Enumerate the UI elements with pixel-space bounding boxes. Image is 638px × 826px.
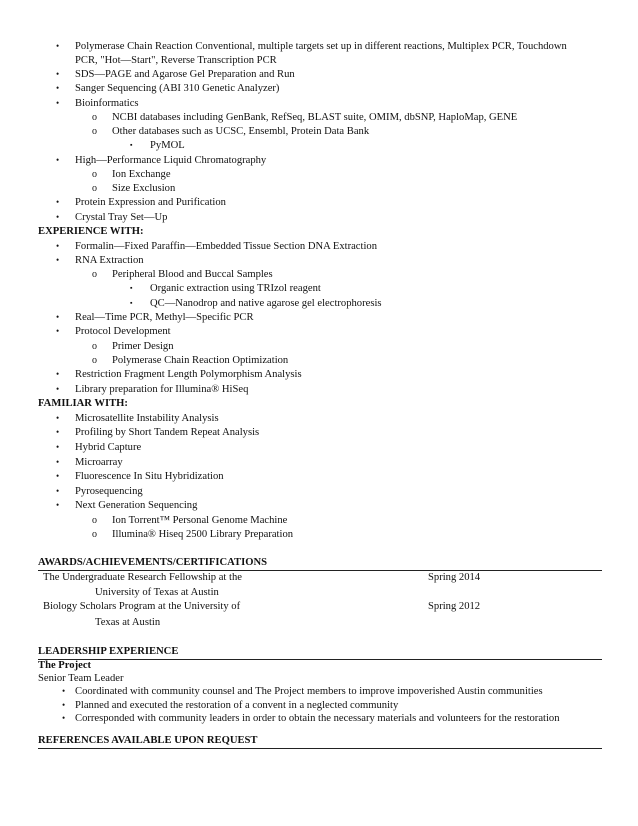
list-item: Protocol Development [75, 326, 171, 337]
bullet: ▪ [130, 284, 133, 292]
bullet: • [56, 369, 60, 379]
list-item: Planned and executed the restoration of a convent in a neglected community [75, 700, 399, 711]
list-item-continuation: PCR, "Hot—Start", Reverse Transcription PCR [75, 55, 277, 66]
list-item: Polymerase Chain Reaction Optimization [112, 355, 289, 366]
bullet: • [56, 241, 60, 251]
list-item: Ion Exchange [112, 169, 171, 180]
bullet: o [92, 169, 97, 180]
award-title: The Undergraduate Research Fellowship at the [43, 572, 242, 583]
bullet: ▪ [130, 141, 133, 149]
list-item: Profiling by Short Tandem Repeat Analysis [75, 427, 260, 438]
bullet: o [92, 269, 97, 280]
bullet: o [92, 341, 97, 352]
familiar-heading: FAMILIAR WITH: [38, 398, 128, 409]
bullet: • [62, 700, 66, 710]
list-item: Microarray [75, 457, 123, 468]
list-item: Next Generation Sequencing [75, 500, 198, 511]
award-date: Spring 2014 [428, 572, 481, 583]
bullet: o [92, 183, 97, 194]
bullet: o [92, 112, 97, 123]
list-item: Organic extraction using TRIzol reagent [150, 283, 321, 294]
list-item: Fluorescence In Situ Hybridization [75, 471, 224, 482]
list-item: Peripheral Blood and Buccal Samples [112, 269, 273, 280]
bullet: • [56, 41, 60, 51]
list-item: Microsatellite Instability Analysis [75, 413, 219, 424]
list-item: QC—Nanodrop and native agarose gel electrophoresis [150, 298, 382, 309]
list-item: Formalin—Fixed Paraffin—Embedded Tissue Section DNA Extraction [75, 241, 377, 252]
role-title: Senior Team Leader [38, 673, 124, 684]
list-item: Real—Time PCR, Methyl—Specific PCR [75, 312, 254, 323]
bullet: o [92, 529, 97, 540]
list-item: SDS—PAGE and Agarose Gel Preparation and Run [75, 69, 295, 80]
list-item: Hybrid Capture [75, 442, 142, 453]
list-item: NCBI databases including GenBank, RefSeq, BLAST suite, OMIM, dbSNP, HaploMap, GENE [112, 112, 518, 123]
bullet: • [56, 255, 60, 265]
bullet: • [56, 457, 60, 467]
bullet: • [56, 98, 60, 108]
bullet: • [56, 83, 60, 93]
bullet: o [92, 355, 97, 366]
list-item: Bioinformatics [75, 98, 139, 109]
list-item: Size Exclusion [112, 183, 176, 194]
list-item: Primer Design [112, 341, 174, 352]
bullet: • [56, 197, 60, 207]
awards-section-heading: AWARDS/ACHIEVEMENTS/CERTIFICATIONS [38, 556, 602, 571]
list-item: Restriction Fragment Length Polymorphism Analysis [75, 369, 302, 380]
references-section-heading: REFERENCES AVAILABLE UPON REQUEST [38, 734, 602, 749]
bullet: • [56, 326, 60, 336]
bullet: • [56, 442, 60, 452]
bullet: • [56, 384, 60, 394]
bullet: o [92, 126, 97, 137]
list-item: Other databases such as UCSC, Ensembl, Protein Data Bank [112, 126, 370, 137]
award-date: Spring 2012 [428, 601, 481, 612]
bullet: • [56, 312, 60, 322]
list-item: Crystal Tray Set—Up [75, 212, 168, 223]
bullet: • [56, 500, 60, 510]
leadership-section-heading: LEADERSHIP EXPERIENCE [38, 645, 602, 660]
list-item: Polymerase Chain Reaction Conventional, multiple targets set up in different reactions, Multiplex PCR, Touchdown [75, 41, 567, 52]
experience-heading: EXPERIENCE WITH: [38, 226, 144, 237]
list-item: Coordinated with community counsel and The Project members to improve impoverished Austin communities [75, 686, 543, 697]
list-item: Pyrosequencing [75, 486, 143, 497]
award-title: Biology Scholars Program at the University of [43, 601, 241, 612]
award-title-continuation: University of Texas at Austin [95, 587, 219, 598]
list-item: Protein Expression and Purification [75, 197, 226, 208]
list-item: Ion Torrent™ Personal Genome Machine [112, 515, 288, 526]
organization-name: The Project [38, 660, 92, 671]
list-item: RNA Extraction [75, 255, 144, 266]
list-item: Corresponded with community leaders in order to obtain the necessary materials and volunteers for the restoration [75, 713, 560, 724]
list-item: PyMOL [150, 140, 185, 151]
bullet: • [56, 69, 60, 79]
bullet: • [56, 471, 60, 481]
bullet: ▪ [130, 299, 133, 307]
award-title-continuation: Texas at Austin [95, 617, 161, 628]
bullet: • [62, 686, 66, 696]
list-item: High—Performance Liquid Chromatography [75, 155, 267, 166]
list-item: Library preparation for Illumina® HiSeq [75, 384, 249, 395]
bullet: • [56, 413, 60, 423]
bullet: • [56, 486, 60, 496]
list-item: Sanger Sequencing (ABI 310 Genetic Analyzer) [75, 83, 280, 94]
bullet: • [56, 155, 60, 165]
bullet: • [56, 212, 60, 222]
bullet: • [56, 427, 60, 437]
bullet: o [92, 515, 97, 526]
list-item: Illumina® Hiseq 2500 Library Preparation [112, 529, 294, 540]
bullet: • [62, 713, 66, 723]
